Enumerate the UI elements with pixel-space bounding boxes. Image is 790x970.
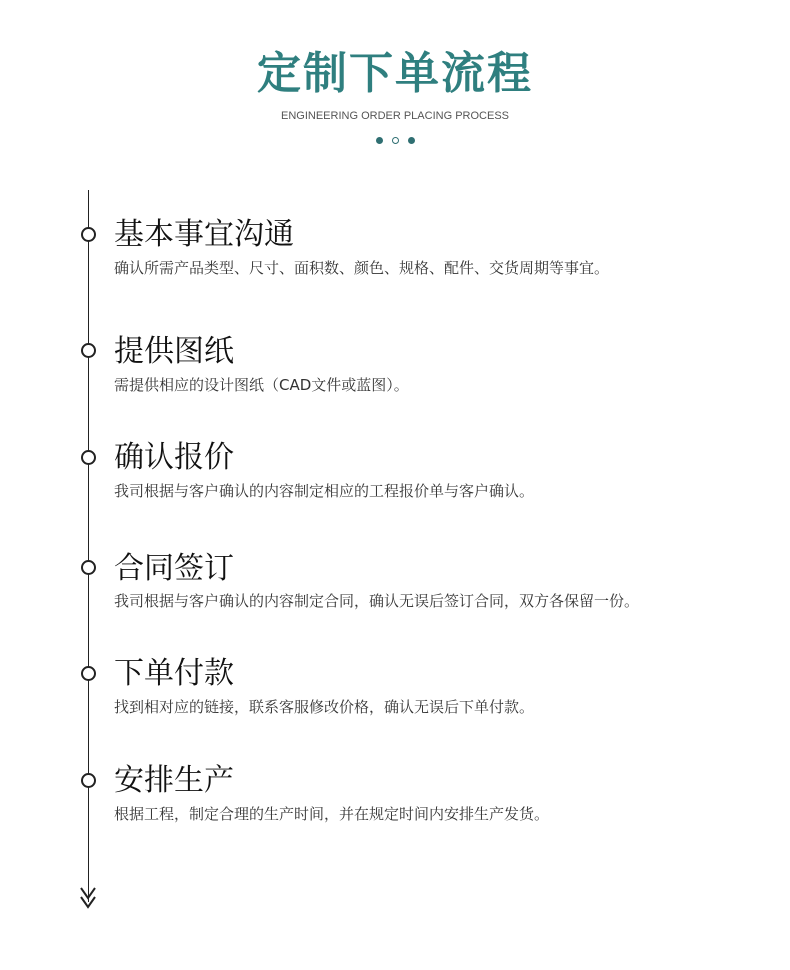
- decorative-dots: [0, 134, 790, 146]
- dot-icon: [376, 137, 383, 144]
- step-description: 根据工程，制定合理的生产时间，并在规定时间内安排生产发货。: [114, 805, 550, 823]
- step-description: 我司根据与客户确认的内容制定合同，确认无误后签订合同，双方各保留一份。: [114, 592, 640, 610]
- dot-icon: [408, 137, 415, 144]
- step-title: 下单付款: [114, 656, 234, 691]
- page-subtitle: ENGINEERING ORDER PLACING PROCESS: [281, 110, 509, 122]
- step-title: 确认报价: [114, 440, 234, 475]
- page-title: 定制下单流程: [257, 48, 533, 99]
- timeline-line: [88, 190, 89, 902]
- step-title: 安排生产: [114, 763, 234, 798]
- step-marker-icon: [81, 773, 96, 788]
- step-marker-icon: [81, 450, 96, 465]
- step-marker-icon: [81, 343, 96, 358]
- hollow-dot-icon: [392, 137, 399, 144]
- double-chevron-down-icon: [78, 882, 98, 912]
- step-marker-icon: [81, 227, 96, 242]
- step-title: 提供图纸: [114, 334, 234, 369]
- step-marker-icon: [81, 560, 96, 575]
- step-description: 确认所需产品类型、尺寸、面积数、颜色、规格、配件、交货周期等事宜。: [114, 259, 610, 277]
- step-description: 需提供相应的设计图纸（CAD文件或蓝图）。: [114, 376, 409, 394]
- step-description: 我司根据与客户确认的内容制定相应的工程报价单与客户确认。: [114, 482, 535, 500]
- step-description: 找到相对应的链接，联系客服修改价格，确认无误后下单付款。: [114, 698, 535, 716]
- step-title: 合同签订: [114, 551, 234, 586]
- step-marker-icon: [81, 666, 96, 681]
- step-title: 基本事宜沟通: [114, 217, 294, 252]
